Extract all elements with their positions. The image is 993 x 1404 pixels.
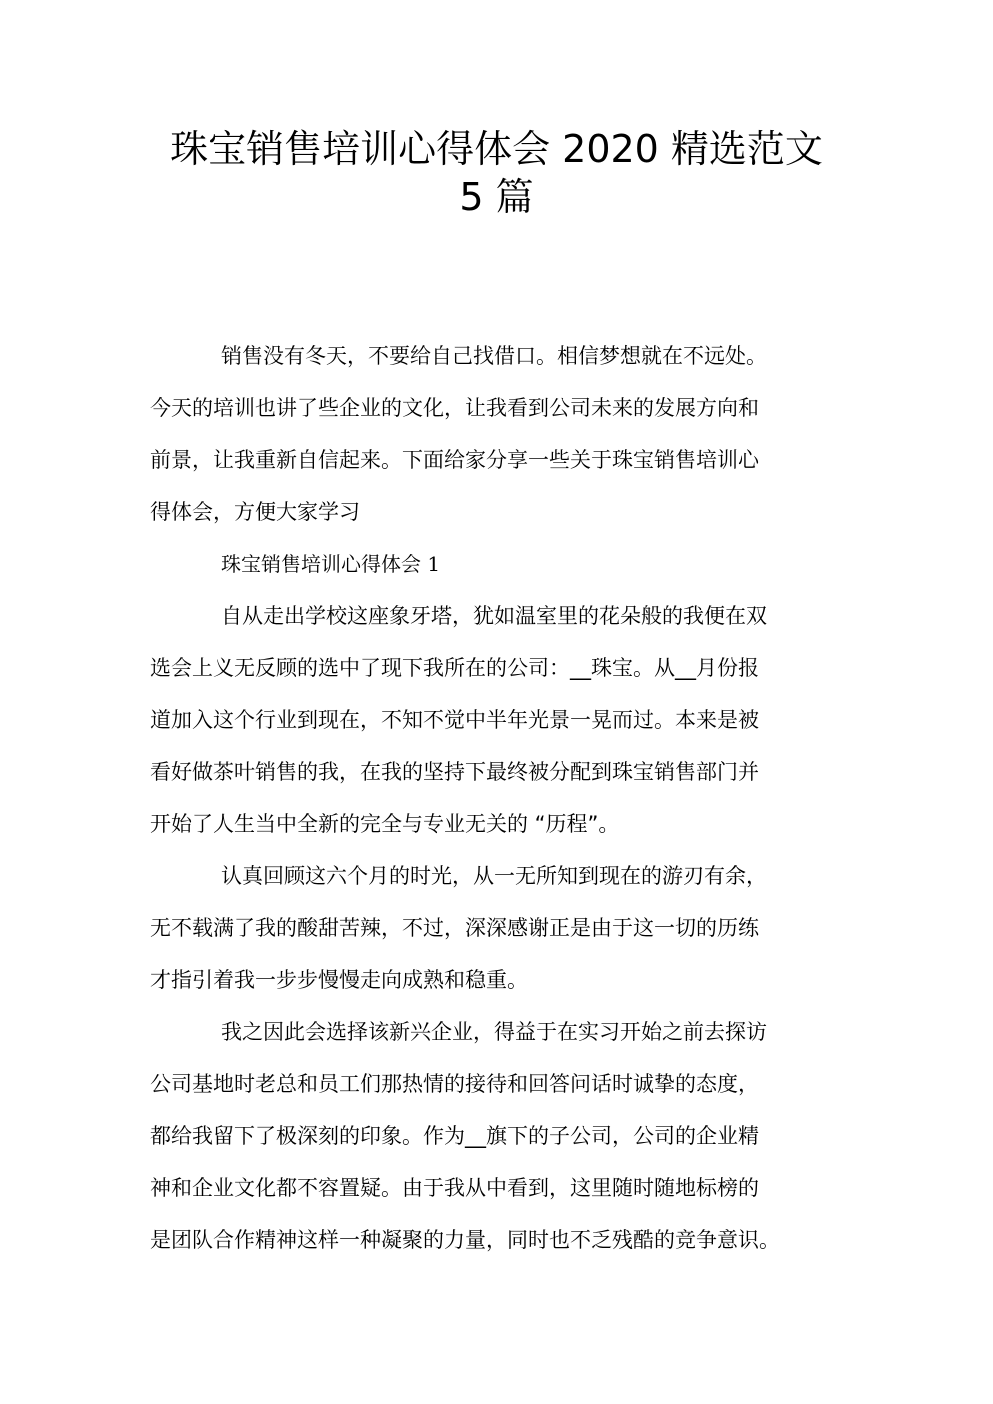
paragraph-line: 看好做茶叶销售的我，在我的坚持下最终被分配到珠宝销售部门并 xyxy=(150,760,759,784)
paragraph-line: 销售没有冬天，不要给自己找借口。相信梦想就在不远处。 xyxy=(221,344,767,368)
section-heading xyxy=(150,538,850,590)
paragraph-line: 得体会，方便大家学习 xyxy=(150,500,360,524)
paragraph-line: 我之因此会选择该新兴企业，得益于在实习开始之前去探访 xyxy=(221,1020,767,1044)
paragraph-line: 神和企业文化都不容置疑。由于我从中看到，这里随时随地标榜的 xyxy=(150,1176,759,1200)
body-paragraph-2 xyxy=(150,850,850,1006)
document-body xyxy=(150,330,850,1266)
paragraph-line: 是团队合作精神这样一种凝聚的力量，同时也不乏残酷的竞争意识。 xyxy=(150,1228,780,1252)
paragraph-line: 道加入这个行业到现在，不知不觉中半年光景一晃而过。本来是被 xyxy=(150,708,759,732)
paragraph-line: 前景，让我重新自信起来。下面给家分享一些关于珠宝销售培训心 xyxy=(150,448,759,472)
paragraph-line: 选会上义无反顾的选中了现下我所在的公司：__珠宝。从__月份报 xyxy=(150,656,759,680)
body-paragraph-3 xyxy=(150,1006,850,1266)
paragraph-line: 今天的培训也讲了些企业的文化，让我看到公司未来的发展方向和 xyxy=(150,396,759,420)
paragraph-line: 才指引着我一步步慢慢走向成熟和稳重。 xyxy=(150,968,528,992)
document-title-line-1: 珠宝销售培训心得体会 2020 精选范文 xyxy=(170,127,823,171)
document-title-line-2: 5 篇 xyxy=(459,175,534,219)
section-heading-text: 珠宝销售培训心得体会 1 xyxy=(221,552,441,576)
intro-paragraph xyxy=(150,330,850,538)
paragraph-line: 都给我留下了极深刻的印象。作为__旗下的子公司，公司的企业精 xyxy=(150,1124,759,1148)
paragraph-line: 自从走出学校这座象牙塔，犹如温室里的花朵般的我便在双 xyxy=(221,604,767,628)
paragraph-line: 无不载满了我的酸甜苦辣，不过，深深感谢正是由于这一切的历练 xyxy=(150,916,759,940)
paragraph-line: 开始了人生当中全新的完全与专业无关的 “历程”。 xyxy=(150,812,620,836)
paragraph-line: 公司基地时老总和员工们那热情的接待和回答问话时诚挚的态度， xyxy=(150,1072,759,1096)
body-paragraph-1 xyxy=(150,590,850,850)
paragraph-line: 认真回顾这六个月的时光，从一无所知到现在的游刃有余， xyxy=(221,864,767,888)
